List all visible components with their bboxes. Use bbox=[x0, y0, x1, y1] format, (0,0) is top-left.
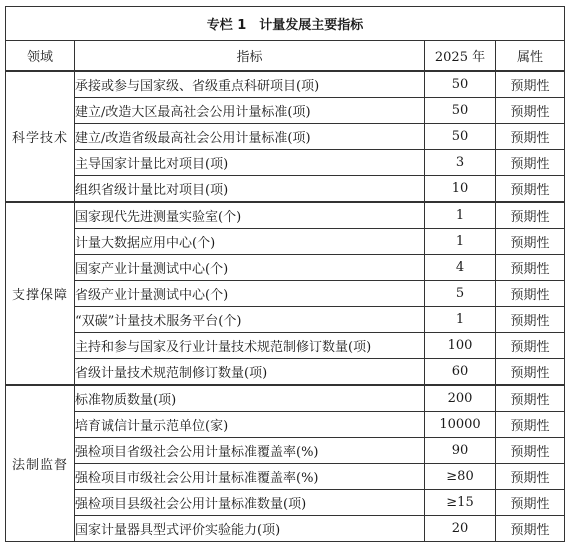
header-attribute: 属性 bbox=[496, 41, 565, 72]
indicator-cell: 强检项目县级社会公用计量标准数量(项) bbox=[75, 490, 425, 516]
target-cell: 50 bbox=[425, 124, 496, 150]
target-cell: 4 bbox=[425, 255, 496, 281]
target-cell: 90 bbox=[425, 438, 496, 464]
table-row bbox=[6, 255, 565, 281]
target-cell: 200 bbox=[425, 385, 496, 412]
target-cell: 5 bbox=[425, 281, 496, 307]
domain-cell: 科学技术 bbox=[6, 71, 75, 202]
table-row bbox=[6, 516, 565, 542]
attribute-cell: 预期性 bbox=[496, 71, 565, 98]
indicator-cell: 建立/改造大区最高社会公用计量标准(项) bbox=[75, 98, 425, 124]
target-cell: ≥80 bbox=[425, 464, 496, 490]
table-row bbox=[6, 281, 565, 307]
target-cell: 100 bbox=[425, 333, 496, 359]
indicator-cell: 省级产业计量测试中心(个) bbox=[75, 281, 425, 307]
target-cell: 1 bbox=[425, 229, 496, 255]
attribute-cell: 预期性 bbox=[496, 229, 565, 255]
target-cell: 1 bbox=[425, 202, 496, 229]
target-cell: 50 bbox=[425, 71, 496, 98]
header-target-2025: 2025 年 bbox=[425, 41, 496, 72]
table-row bbox=[6, 385, 565, 412]
target-cell: 10 bbox=[425, 176, 496, 203]
attribute-cell: 预期性 bbox=[496, 412, 565, 438]
domain-cell: 支撑保障 bbox=[6, 202, 75, 385]
attribute-cell: 预期性 bbox=[496, 202, 565, 229]
indicator-cell: 强检项目省级社会公用计量标准覆盖率(%) bbox=[75, 438, 425, 464]
attribute-cell: 预期性 bbox=[496, 176, 565, 203]
metrology-indicators-table bbox=[5, 6, 565, 542]
target-cell: 60 bbox=[425, 359, 496, 386]
header-row bbox=[6, 41, 565, 72]
table-row bbox=[6, 202, 565, 229]
indicator-cell: 省级计量技术规范制修订数量(项) bbox=[75, 359, 425, 386]
domain-cell: 法制监督 bbox=[6, 385, 75, 542]
indicator-cell: 强检项目市级社会公用计量标准覆盖率(%) bbox=[75, 464, 425, 490]
indicator-cell: 主持和参与国家及行业计量技术规范制修订数量(项) bbox=[75, 333, 425, 359]
attribute-cell: 预期性 bbox=[496, 385, 565, 412]
target-cell: 3 bbox=[425, 150, 496, 176]
header-indicator: 指标 bbox=[75, 41, 425, 72]
indicator-cell: 标准物质数量(项) bbox=[75, 385, 425, 412]
header-domain: 领域 bbox=[6, 41, 75, 72]
target-cell: 1 bbox=[425, 307, 496, 333]
attribute-cell: 预期性 bbox=[496, 359, 565, 386]
table-row bbox=[6, 359, 565, 386]
target-cell: 10000 bbox=[425, 412, 496, 438]
table-row bbox=[6, 98, 565, 124]
indicator-cell: 主导国家计量比对项目(项) bbox=[75, 150, 425, 176]
attribute-cell: 预期性 bbox=[496, 124, 565, 150]
indicator-cell: “双碳”计量技术服务平台(个) bbox=[75, 307, 425, 333]
indicator-cell: 国家产业计量测试中心(个) bbox=[75, 255, 425, 281]
table-row bbox=[6, 333, 565, 359]
table-row bbox=[6, 438, 565, 464]
target-cell: 20 bbox=[425, 516, 496, 542]
indicator-cell: 国家现代先进测量实验室(个) bbox=[75, 202, 425, 229]
table-row bbox=[6, 412, 565, 438]
table-body bbox=[6, 71, 565, 542]
attribute-cell: 预期性 bbox=[496, 464, 565, 490]
table-row bbox=[6, 150, 565, 176]
table-title: 专栏 1 计量发展主要指标 bbox=[6, 7, 565, 41]
attribute-cell: 预期性 bbox=[496, 333, 565, 359]
table-row bbox=[6, 176, 565, 203]
attribute-cell: 预期性 bbox=[496, 307, 565, 333]
target-cell: ≥15 bbox=[425, 490, 496, 516]
attribute-cell: 预期性 bbox=[496, 281, 565, 307]
attribute-cell: 预期性 bbox=[496, 255, 565, 281]
attribute-cell: 预期性 bbox=[496, 490, 565, 516]
table-row bbox=[6, 229, 565, 255]
table-container bbox=[5, 6, 564, 542]
table-title-row bbox=[6, 7, 565, 41]
indicator-cell: 组织省级计量比对项目(项) bbox=[75, 176, 425, 203]
attribute-cell: 预期性 bbox=[496, 150, 565, 176]
indicator-cell: 培育诚信计量示范单位(家) bbox=[75, 412, 425, 438]
attribute-cell: 预期性 bbox=[496, 516, 565, 542]
table-row bbox=[6, 490, 565, 516]
target-cell: 50 bbox=[425, 98, 496, 124]
table-row bbox=[6, 71, 565, 98]
indicator-cell: 国家计量器具型式评价实验能力(项) bbox=[75, 516, 425, 542]
table-row bbox=[6, 307, 565, 333]
indicator-cell: 建立/改造省级最高社会公用计量标准(项) bbox=[75, 124, 425, 150]
attribute-cell: 预期性 bbox=[496, 98, 565, 124]
indicator-cell: 承接或参与国家级、省级重点科研项目(项) bbox=[75, 71, 425, 98]
attribute-cell: 预期性 bbox=[496, 438, 565, 464]
table-row bbox=[6, 464, 565, 490]
table-row bbox=[6, 124, 565, 150]
indicator-cell: 计量大数据应用中心(个) bbox=[75, 229, 425, 255]
